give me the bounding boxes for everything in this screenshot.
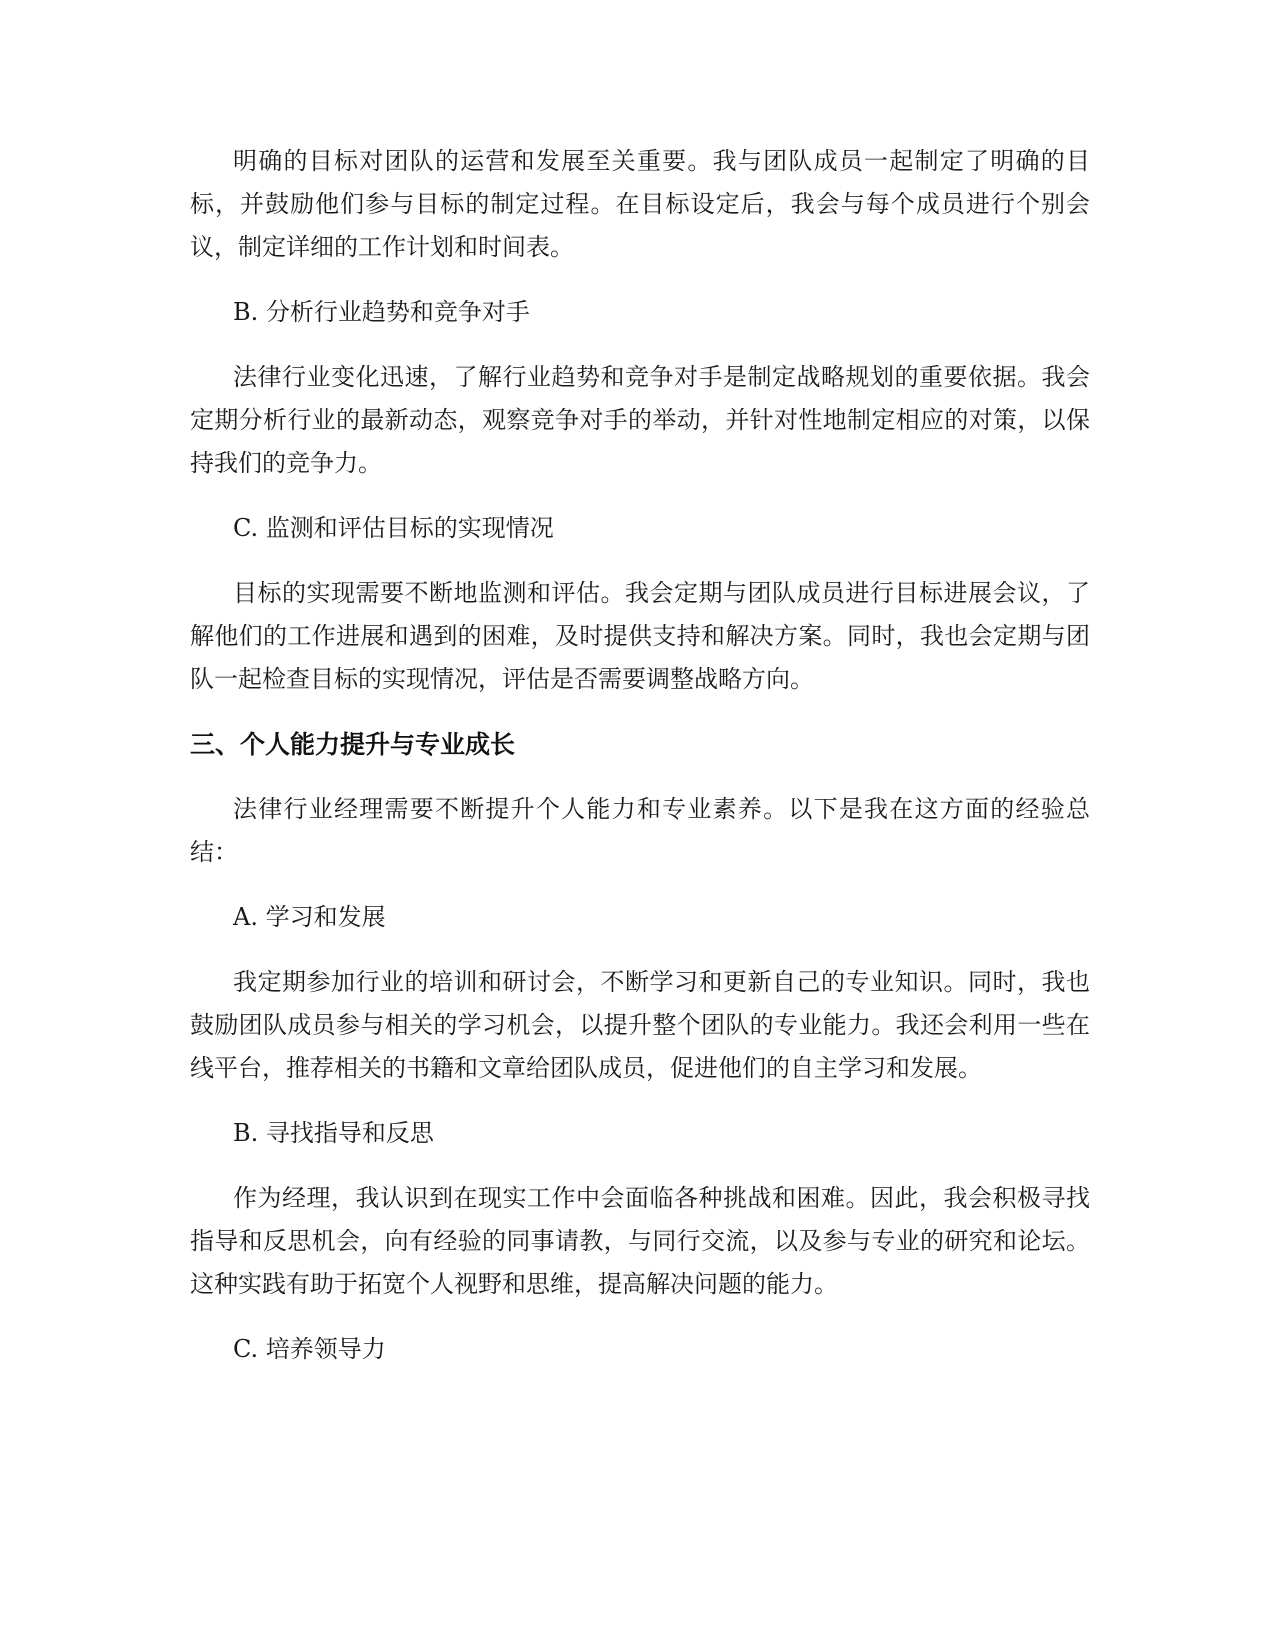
subheading-guidance: B. 寻找指导和反思	[233, 1119, 434, 1147]
section-heading-personal-growth: 三、个人能力提升与专业成长	[190, 730, 516, 759]
paragraph-monitor-goals: 目标的实现需要不断地监测和评估。我会定期与团队成员进行目标进展会议，了解他们的工作进展和遇到的困难，及时提供支持和解决方案。同时，我也会定期与团队一起检查目标的实现情况，评估是否需要调整战略方向。	[190, 579, 1090, 693]
subheading-learning: A. 学习和发展	[233, 903, 386, 931]
paragraph-goal-setting: 明确的目标对团队的运营和发展至关重要。我与团队成员一起制定了明确的目标，并鼓励他们参与目标的制定过程。在目标设定后，我会与每个成员进行个别会议，制定详细的工作计划和时间表。	[190, 147, 1090, 261]
paragraph-personal-growth-intro: 法律行业经理需要不断提升个人能力和专业素养。以下是我在这方面的经验总结：	[190, 795, 1090, 866]
document-body	[190, 140, 1090, 1393]
subheading-monitor-goals: C. 监测和评估目标的实现情况	[233, 514, 554, 542]
paragraph-learning: 我定期参加行业的培训和研讨会，不断学习和更新自己的专业知识。同时，我也鼓励团队成员参与相关的学习机会，以提升整个团队的专业能力。我还会利用一些在线平台，推荐相关的书籍和文章给团队成员，促进他们的自主学习和发展。	[190, 968, 1090, 1082]
paragraph-industry-trends: 法律行业变化迅速，了解行业趋势和竞争对手是制定战略规划的重要依据。我会定期分析行业的最新动态，观察竞争对手的举动，并针对性地制定相应的对策，以保持我们的竞争力。	[190, 363, 1090, 477]
subheading-leadership: C. 培养领导力	[233, 1335, 386, 1363]
subheading-industry-trends: B. 分析行业趋势和竞争对手	[233, 298, 530, 326]
paragraph-guidance: 作为经理，我认识到在现实工作中会面临各种挑战和困难。因此，我会积极寻找指导和反思机会，向有经验的同事请教，与同行交流，以及参与专业的研究和论坛。这种实践有助于拓宽个人视野和思维，提高解决问题的能力。	[190, 1184, 1090, 1298]
